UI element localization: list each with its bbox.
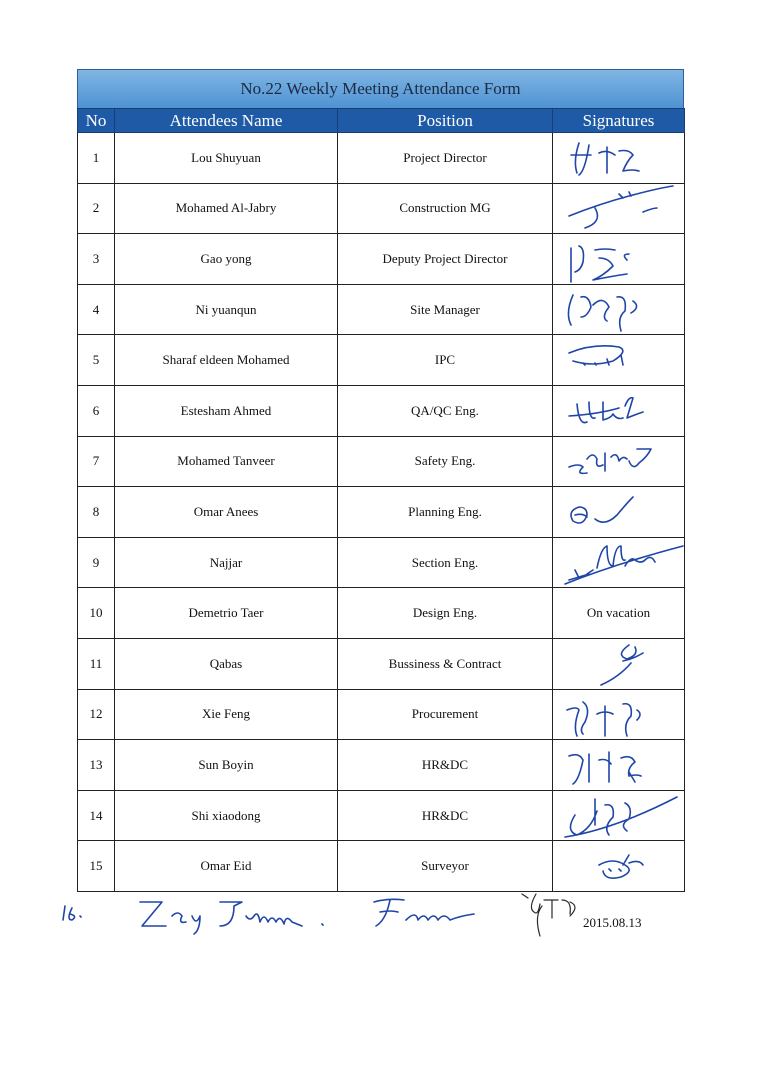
row-number: 15 bbox=[78, 841, 115, 892]
signature-cell bbox=[553, 689, 685, 740]
handwritten-signature bbox=[559, 337, 679, 383]
attendee-name: Sharaf eldeen Mohamed bbox=[115, 335, 338, 386]
handwritten-signature bbox=[559, 439, 679, 485]
signature-cell bbox=[553, 740, 685, 791]
attendee-name: Sun Boyin bbox=[115, 740, 338, 791]
handwritten-signature bbox=[559, 287, 679, 333]
signature-note: On vacation bbox=[586, 605, 651, 621]
footer-date: 2015.08.13 bbox=[583, 915, 642, 930]
attendee-position: Bussiness & Contract bbox=[338, 638, 553, 689]
header-name: Attendees Name bbox=[115, 109, 338, 133]
signature-cell bbox=[553, 385, 685, 436]
attendee-name: Omar Eid bbox=[115, 841, 338, 892]
row-number: 12 bbox=[78, 689, 115, 740]
attendee-position: Design Eng. bbox=[338, 588, 553, 639]
attendee-name: Mohamed Al-Jabry bbox=[115, 183, 338, 234]
attendee-position: HR&DC bbox=[338, 790, 553, 841]
attendee-position: Section Eng. bbox=[338, 537, 553, 588]
attendee-row bbox=[78, 841, 685, 892]
attendee-position: Project Director bbox=[338, 133, 553, 184]
signature-cell bbox=[553, 234, 685, 285]
signature-cell bbox=[553, 335, 685, 386]
attendee-position: IPC bbox=[338, 335, 553, 386]
attendee-row bbox=[78, 689, 685, 740]
attendee-position: Surveyor bbox=[338, 841, 553, 892]
attendee-name: Mohamed Tanveer bbox=[115, 436, 338, 487]
attendee-row bbox=[78, 790, 685, 841]
row-number: 3 bbox=[78, 234, 115, 285]
handwritten-signature bbox=[559, 186, 679, 232]
handwritten-signature bbox=[559, 540, 679, 586]
header-signatures: Signatures bbox=[553, 109, 685, 133]
attendance-form bbox=[77, 69, 684, 892]
attendee-name: Shi xiaodong bbox=[115, 790, 338, 841]
header-row bbox=[78, 109, 685, 133]
row-number: 14 bbox=[78, 790, 115, 841]
attendee-name: Ni yuanqun bbox=[115, 284, 338, 335]
row-number: 9 bbox=[78, 537, 115, 588]
signature-cell bbox=[553, 133, 685, 184]
form-title: No.22 Weekly Meeting Attendance Form bbox=[77, 69, 684, 108]
row-number: 11 bbox=[78, 638, 115, 689]
row-number: 13 bbox=[78, 740, 115, 791]
signature-cell bbox=[553, 841, 685, 892]
attendee-name: Gao yong bbox=[115, 234, 338, 285]
header-position: Position bbox=[338, 109, 553, 133]
attendee-name: Qabas bbox=[115, 638, 338, 689]
row-number: 1 bbox=[78, 133, 115, 184]
attendee-name: Omar Anees bbox=[115, 487, 338, 538]
header-no: No bbox=[78, 109, 115, 133]
attendee-row bbox=[78, 537, 685, 588]
handwritten-signature bbox=[559, 135, 679, 181]
signature-cell bbox=[553, 487, 685, 538]
handwritten-signature bbox=[559, 388, 679, 434]
attendee-row bbox=[78, 487, 685, 538]
attendee-row bbox=[78, 183, 685, 234]
attendee-position: Procurement bbox=[338, 689, 553, 740]
attendee-name: Lou Shuyuan bbox=[115, 133, 338, 184]
signature-cell bbox=[553, 436, 685, 487]
row-number: 2 bbox=[78, 183, 115, 234]
signature-cell bbox=[553, 183, 685, 234]
attendance-table bbox=[77, 108, 685, 892]
attendee-row bbox=[78, 638, 685, 689]
signature-cell bbox=[553, 537, 685, 588]
attendee-name: Najjar bbox=[115, 537, 338, 588]
attendee-position: Safety Eng. bbox=[338, 436, 553, 487]
handwritten-signature bbox=[559, 489, 679, 535]
signature-cell bbox=[553, 588, 685, 639]
handwritten-signature bbox=[559, 692, 679, 738]
attendee-position: Site Manager bbox=[338, 284, 553, 335]
attendee-row bbox=[78, 385, 685, 436]
attendee-row bbox=[78, 234, 685, 285]
row-number: 8 bbox=[78, 487, 115, 538]
attendee-row bbox=[78, 335, 685, 386]
signature-cell bbox=[553, 638, 685, 689]
attendee-position: Construction MG bbox=[338, 183, 553, 234]
signature-cell bbox=[553, 284, 685, 335]
attendee-name: Demetrio Taer bbox=[115, 588, 338, 639]
attendee-row bbox=[78, 284, 685, 335]
attendee-row bbox=[78, 436, 685, 487]
row-number: 4 bbox=[78, 284, 115, 335]
attendee-row bbox=[78, 588, 685, 639]
handwritten-signature bbox=[559, 236, 679, 282]
handwritten-signature bbox=[559, 843, 679, 889]
attendee-position: Deputy Project Director bbox=[338, 234, 553, 285]
row-number: 6 bbox=[78, 385, 115, 436]
attendee-name: Xie Feng bbox=[115, 689, 338, 740]
attendee-row bbox=[78, 740, 685, 791]
attendee-row bbox=[78, 133, 685, 184]
signature-cell bbox=[553, 790, 685, 841]
attendee-name: Estesham Ahmed bbox=[115, 385, 338, 436]
row-number: 5 bbox=[78, 335, 115, 386]
row-number: 7 bbox=[78, 436, 115, 487]
handwritten-signature bbox=[559, 793, 679, 839]
handwritten-signature bbox=[559, 742, 679, 788]
attendee-position: HR&DC bbox=[338, 740, 553, 791]
row-number: 10 bbox=[78, 588, 115, 639]
handwritten-signature bbox=[559, 641, 679, 687]
attendee-position: Planning Eng. bbox=[338, 487, 553, 538]
attendee-position: QA/QC Eng. bbox=[338, 385, 553, 436]
